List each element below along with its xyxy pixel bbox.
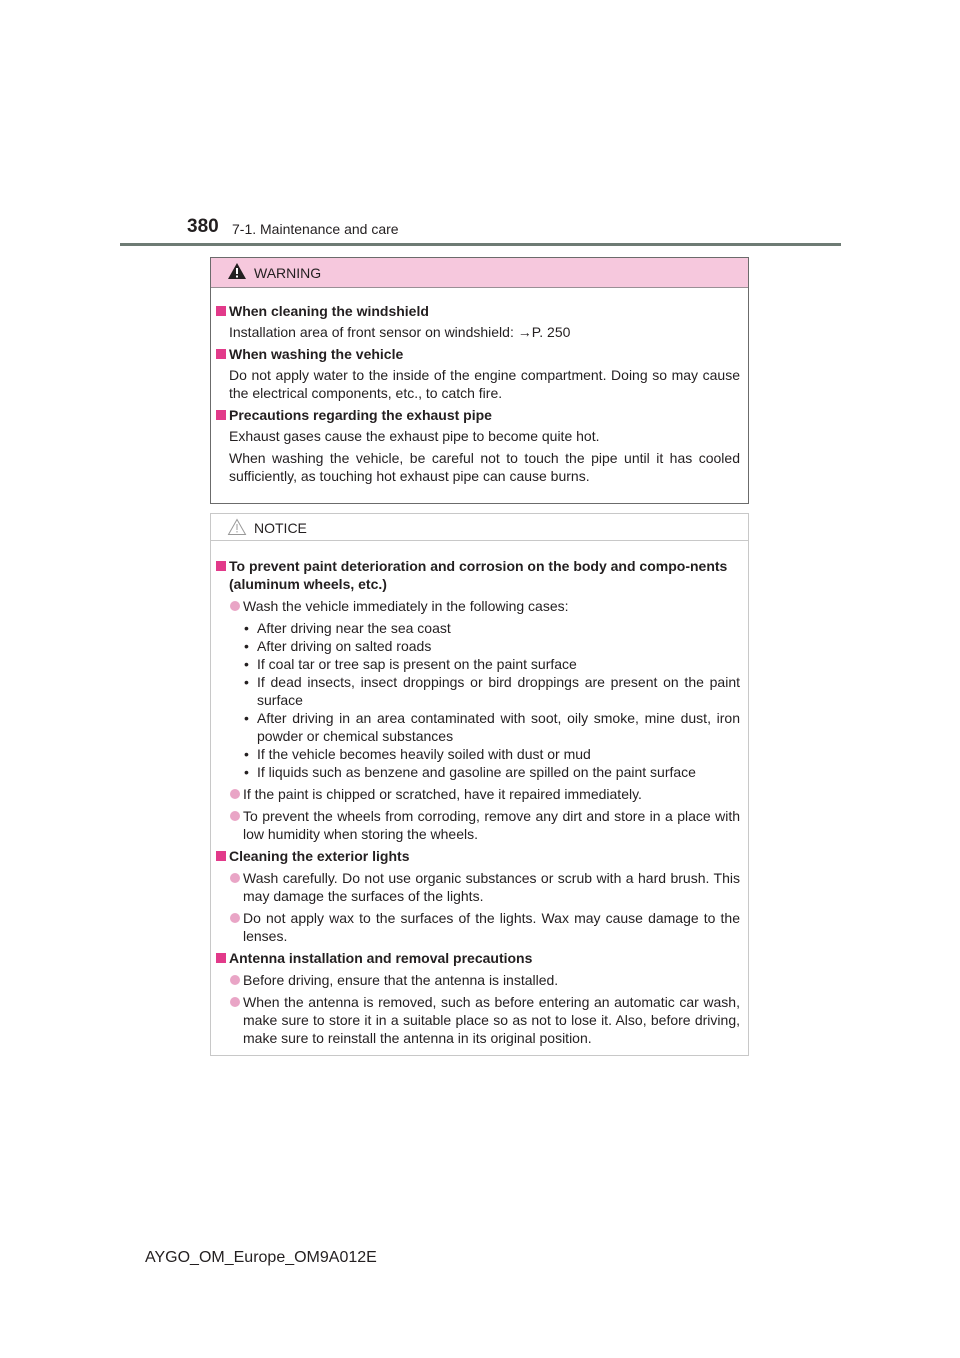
sub-list-item: • If dead insects, insect droppings or bird droppings are present on the paint surface — [213, 673, 740, 709]
section-heading: Precautions regarding the exhaust pipe — [229, 407, 492, 423]
sub-list-item: • After driving on salted roads — [213, 637, 740, 655]
square-marker-icon — [216, 953, 226, 963]
circle-bullet-icon — [230, 913, 240, 923]
square-marker-icon — [216, 851, 226, 861]
circle-bullet-icon — [230, 811, 240, 821]
bullet-text: When the antenna is removed, such as before entering an automatic car wash, make sure to store it in a suitable place so as not to lose it. Also, before driving, make sure to reinstall the antenna in its original position. — [243, 994, 740, 1046]
sub-list-item: • If the vehicle becomes heavily soiled with dust or mud — [213, 745, 740, 763]
square-marker-icon — [216, 410, 226, 420]
page-number: 380 — [187, 216, 219, 237]
notice-box — [210, 513, 749, 1056]
circle-bullet-icon — [230, 873, 240, 883]
circle-bullet-icon — [230, 789, 240, 799]
bullet-text: Wash carefully. Do not use organic substances or scrub with a hard brush. This may damage the surfaces of the lights. — [243, 870, 740, 904]
circle-bullet-icon — [230, 975, 240, 985]
section-heading: Antenna installation and removal precautions — [229, 950, 533, 966]
sub-list — [213, 619, 740, 781]
notice-section — [213, 557, 740, 843]
paragraph: Do not apply water to the inside of the engine compartment. Doing so may cause the electrical components, etc., to catch fire. — [229, 367, 740, 401]
sub-list-item: • After driving near the sea coast — [213, 619, 740, 637]
square-marker-icon — [216, 561, 226, 571]
square-marker-icon — [216, 349, 226, 359]
warning-section — [213, 302, 740, 341]
warning-section — [213, 345, 740, 402]
warning-triangle-icon — [227, 262, 247, 280]
section-heading: When cleaning the windshield — [229, 303, 429, 319]
notice-section — [213, 949, 740, 1047]
warning-label: WARNING — [254, 265, 322, 281]
header-rule — [120, 243, 841, 246]
circle-bullet-icon — [230, 997, 240, 1007]
warning-section — [213, 406, 740, 485]
warning-box — [210, 257, 749, 504]
paragraph: When washing the vehicle, be careful not to touch the pipe until it has cooled sufficiently, as touching hot exhaust pipe can cause burns. — [229, 450, 740, 484]
bullet-text: Do not apply wax to the surfaces of the lights. Wax may cause damage to the lenses. — [243, 910, 740, 944]
bullet-text: If the paint is chipped or scratched, have it repaired immediately. — [243, 786, 642, 802]
bullet-text: Before driving, ensure that the antenna is installed. — [243, 972, 559, 988]
bullet-text: Wash the vehicle immediately in the following cases: — [243, 598, 569, 614]
sub-list-item: • After driving in an area contaminated with soot, oily smoke, mine dust, iron powder or chemical substances — [213, 709, 740, 745]
section-heading: When washing the vehicle — [229, 346, 404, 362]
section-heading: Cleaning the exterior lights — [229, 848, 410, 864]
warning-header — [211, 258, 748, 288]
notice-label: NOTICE — [254, 520, 307, 536]
paragraph: Installation area of front sensor on windshield: →P. 250 — [229, 324, 571, 340]
bullet-text: To prevent the wheels from corroding, remove any dirt and store in a place with low humidity when storing the wheels. — [243, 808, 740, 842]
notice-section — [213, 847, 740, 945]
caution-triangle-icon — [227, 518, 247, 536]
sub-list-item: • If coal tar or tree sap is present on the paint surface — [213, 655, 740, 673]
square-marker-icon — [216, 306, 226, 316]
sub-list-item: • If liquids such as benzene and gasoline are spilled on the paint surface — [213, 763, 740, 781]
paragraph: Exhaust gases cause the exhaust pipe to become quite hot. — [229, 428, 600, 444]
circle-bullet-icon — [230, 601, 240, 611]
section-title: 7-1. Maintenance and care — [232, 221, 399, 237]
section-heading: To prevent paint deterioration and corrosion on the body and compo-nents (aluminum wheels, etc.) — [229, 558, 728, 592]
notice-header — [211, 514, 748, 541]
document-id: AYGO_OM_Europe_OM9A012E — [145, 1249, 377, 1266]
